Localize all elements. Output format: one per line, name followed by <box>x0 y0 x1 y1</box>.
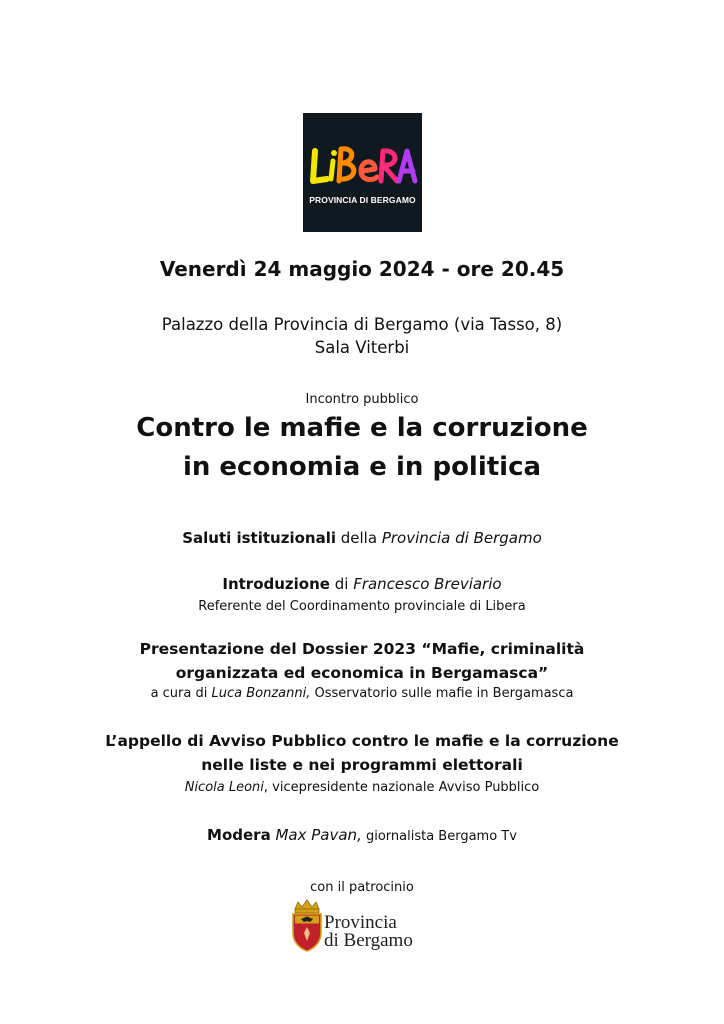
intro-label: Introduzione <box>222 575 330 593</box>
event-title-line2: in economia e in politica <box>182 452 542 482</box>
provincia-logo-line1: Provincia <box>324 912 397 933</box>
moderator-role: giornalista Bergamo Tv <box>361 829 517 844</box>
event-date: Venerdì 24 maggio 2024 - ore 20.45 <box>159 257 565 281</box>
appello-title-line1: L’appello di Avviso Pubblico contro le mafie e la corruzione <box>105 732 619 750</box>
moderator-label: Modera <box>207 826 271 844</box>
moderator-name: Max Pavan, <box>270 826 362 844</box>
saluti-label: Saluti istituzionali <box>182 529 336 547</box>
dossier-author: Luca Bonzanni, <box>211 686 311 701</box>
appello-speaker-role: , vicepresidente nazionale Avviso Pubblico <box>263 780 540 795</box>
dossier-credits-suffix: Osservatorio sulle mafie in Bergamasca <box>310 686 574 701</box>
appello-speaker-name: Nicola Leoni <box>184 780 264 795</box>
program-saluti <box>0 529 724 547</box>
provincia-crest-icon <box>289 899 325 953</box>
dossier-credits-prefix: a cura di <box>150 686 212 701</box>
libera-logo <box>303 113 422 232</box>
intro-connector: di <box>329 575 354 593</box>
intro-speaker: Francesco Breviario <box>353 575 502 593</box>
saluti-connector: della <box>335 529 382 547</box>
event-title-line1: Contro le mafie e la corruzione <box>136 413 588 443</box>
libera-wordmark-graphic <box>303 113 422 232</box>
dossier-credits <box>0 686 724 701</box>
provincia-di-bergamo-logo <box>289 899 439 955</box>
dossier-title-line1: Presentazione del Dossier 2023 “Mafie, criminalità <box>139 640 585 658</box>
moderator <box>0 826 724 844</box>
dossier-title-line2: organizzata ed economica in Bergamasca” <box>175 664 549 682</box>
event-kicker: Incontro pubblico <box>305 392 419 407</box>
event-room: Sala Viterbi <box>314 338 410 357</box>
libera-logo-subtitle: PROVINCIA DI BERGAMO <box>309 195 416 205</box>
saluti-entity: Provincia di Bergamo <box>381 529 542 547</box>
intro-role: Referente del Coordinamento provinciale di Libera <box>198 599 526 614</box>
provincia-logo-line2: di Bergamo <box>324 930 413 951</box>
appello-title-line2: nelle liste e nei programmi elettorali <box>201 756 523 774</box>
patronage-label: con il patrocinio <box>310 880 414 895</box>
event-venue: Palazzo della Provincia di Bergamo (via Tasso, 8) <box>161 315 563 334</box>
program-intro <box>0 575 724 593</box>
appello-speaker <box>0 780 724 795</box>
